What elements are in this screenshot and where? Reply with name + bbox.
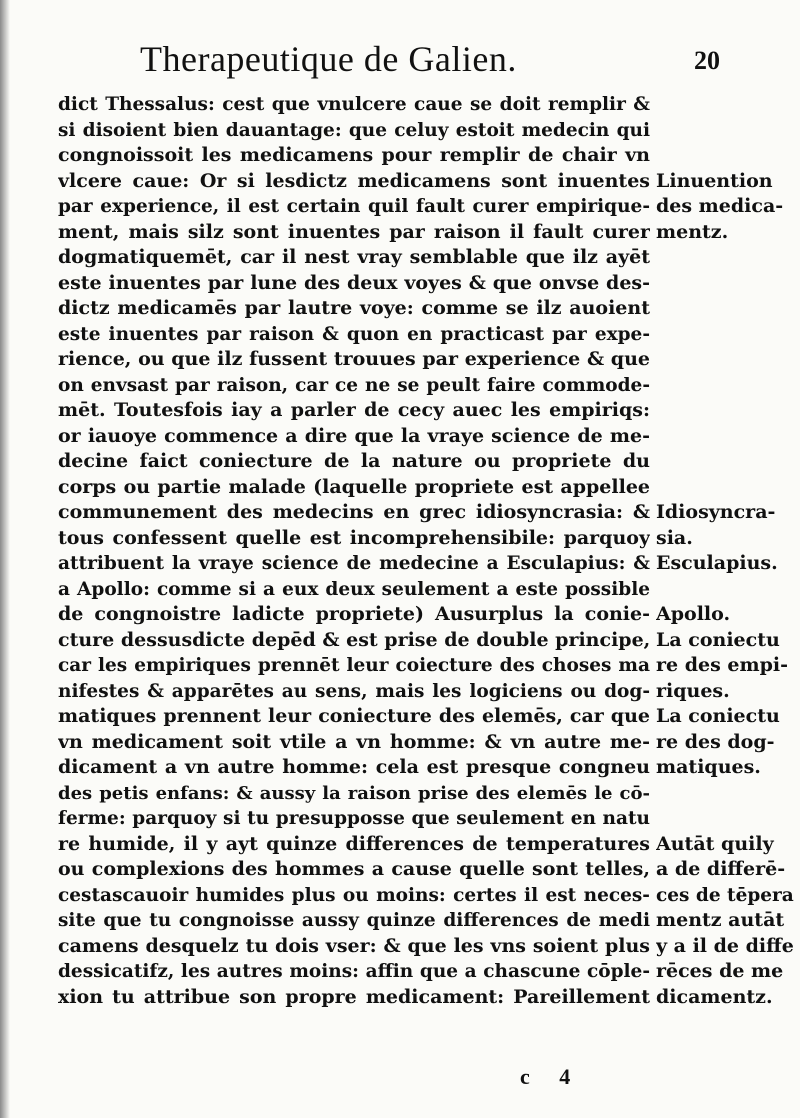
- text-line: congnoissoit les medicamens pour remplir de chair vn: [58, 144, 650, 166]
- text-line: dictz medicamēs par lautre voye: comme se ilz auoient: [58, 297, 650, 319]
- text-line: attribuent la vraye science de medecine a Esculapius: &: [58, 553, 650, 574]
- text-line: communement des medecins en grec idiosyncrasia: &: [58, 501, 650, 523]
- margin-note-line: [656, 781, 794, 807]
- margin-note-line: [656, 322, 794, 348]
- margin-note-line: [656, 577, 794, 603]
- margin-note-line: [656, 424, 794, 450]
- margin-note-line: La coniectu: [656, 628, 780, 651]
- margin-note-line: matiques.: [656, 756, 761, 778]
- margin-note-line: mentz.: [656, 220, 729, 243]
- text-line: decine faict coniecture de la nature ou propriete du: [58, 450, 650, 472]
- margin-note-line: [656, 245, 794, 271]
- margin-note-line: Esculapius.: [656, 552, 778, 574]
- text-line: nifestes & apparētes au sens, mais les logiciens ou dog-: [58, 680, 650, 702]
- text-line: or iauoye commence a dire que la vraye science de me-: [58, 424, 650, 447]
- margin-note-line: mentz autāt: [656, 909, 785, 931]
- margin-note-line: [656, 271, 794, 297]
- margin-note-line: [656, 398, 794, 424]
- text-line: re humide, il y ayt quinze differences de temperatures: [58, 832, 650, 855]
- margin-note-line: y a il de diffe: [656, 934, 794, 957]
- margin-note-line: re des empi-: [656, 654, 788, 676]
- text-line: cture dessusdicte depēd & est prise de double principe,: [58, 628, 650, 651]
- text-line: este inuentes par raison & quon en practicast par expe-: [58, 323, 650, 345]
- text-line: par experience, il est certain quil fault curer empirique-: [58, 196, 650, 217]
- margin-note-line: [656, 475, 794, 501]
- text-line: on envsast par raison, car ce ne se peult faire commode-: [58, 374, 650, 396]
- margin-note-line: [656, 373, 794, 399]
- margin-note-line: Autāt quily: [656, 832, 774, 855]
- text-line: corps ou partie malade (laquelle propriete est appellee: [58, 475, 650, 498]
- margin-note-line: Linuention: [656, 169, 773, 192]
- text-line: de congnoistre ladicte propriete) Ausurplus la conie-: [58, 603, 650, 625]
- text-line: dict Thessalus: cest que vnulcere caue se doit remplir &: [58, 94, 650, 115]
- text-line: dicament a vn autre homme: cela est presque congneu: [58, 756, 650, 778]
- text-line: site que tu congnoisse aussy quinze differences de medi: [58, 910, 650, 931]
- margin-note-line: [656, 118, 794, 144]
- text-line: tous confessent quelle est incomprehensibile: parquoy: [58, 526, 650, 549]
- margin-note-line: riques.: [656, 679, 730, 702]
- text-line: dessicatifz, les autres moins: affin que a chascune cōple-: [58, 961, 650, 982]
- page-gutter-shadow: [0, 0, 10, 1118]
- margin-note-line: Apollo.: [656, 603, 731, 625]
- margin-note-line: [656, 143, 794, 169]
- margin-note-line: a de differē-: [656, 858, 786, 880]
- margin-note-line: ces de tēpera: [656, 884, 794, 906]
- margin-note-line: rēces de me: [656, 960, 784, 982]
- body-text: [58, 92, 650, 1010]
- text-line: camens desquelz tu dois vser: & que les vns soient plus: [58, 934, 650, 957]
- text-line: este inuentes par lune des deux voyes & que onvse des-: [58, 271, 650, 294]
- margin-note-line: [656, 347, 794, 373]
- text-line: xion tu attribue son propre medicament: Pareillement: [58, 985, 650, 1008]
- margin-note-line: dicamentz.: [656, 985, 773, 1008]
- margin-note-line: [656, 806, 794, 832]
- text-line: rience, ou que ilz fussent trouues par experience & que: [58, 348, 650, 370]
- margin-notes: [656, 92, 794, 1010]
- text-line: ment, mais silz sont inuentes par raison il fault curer: [58, 220, 650, 243]
- margin-note-line: des medica-: [656, 195, 784, 217]
- text-line: matiques prennent leur coniecture des elemēs, car que: [58, 705, 650, 727]
- margin-note-line: Idiosyncra-: [656, 501, 776, 523]
- text-line: ferme: parquoy si tu presupposse que seulement en natu: [58, 808, 650, 829]
- text-line: car les empiriques prennēt leur coiecture des choses ma: [58, 655, 650, 676]
- page-header: [140, 38, 720, 88]
- signature-mark: c 4: [520, 1064, 583, 1089]
- running-title: Therapeutique de Galien.: [140, 39, 517, 79]
- margin-note-line: La coniectu: [656, 705, 780, 727]
- page-number: 20: [694, 46, 720, 75]
- text-line: cestascauoir humides plus ou moins: certes il est neces-: [58, 884, 650, 906]
- margin-note-line: sia.: [656, 526, 693, 549]
- text-line: vlcere caue: Or si lesdictz medicamens sont inuentes: [58, 169, 650, 192]
- text-line: ou complexions des hommes a cause quelle sont telles,: [58, 858, 650, 880]
- text-line: a Apollo: comme si a eux deux seulement a este possible: [58, 578, 650, 600]
- margin-note-line: re des dog-: [656, 730, 775, 753]
- text-line: des petis enfans: & aussy la raison prise des elemēs le cō-: [58, 782, 650, 804]
- margin-note-line: [656, 449, 794, 475]
- text-line: si disoient bien dauantage: que celuy estoit medecin qui: [58, 119, 650, 141]
- text-line: vn medicament soit vtile a vn homme: & vn autre me-: [58, 730, 650, 753]
- text-line: dogmatiquemēt, car il nest vray semblable que ilz ayēt: [58, 246, 650, 268]
- margin-note-line: [656, 92, 794, 118]
- margin-note-line: [656, 296, 794, 322]
- text-line: mēt. Toutesfois iay a parler de cecy auec les empiriqs:: [58, 399, 650, 421]
